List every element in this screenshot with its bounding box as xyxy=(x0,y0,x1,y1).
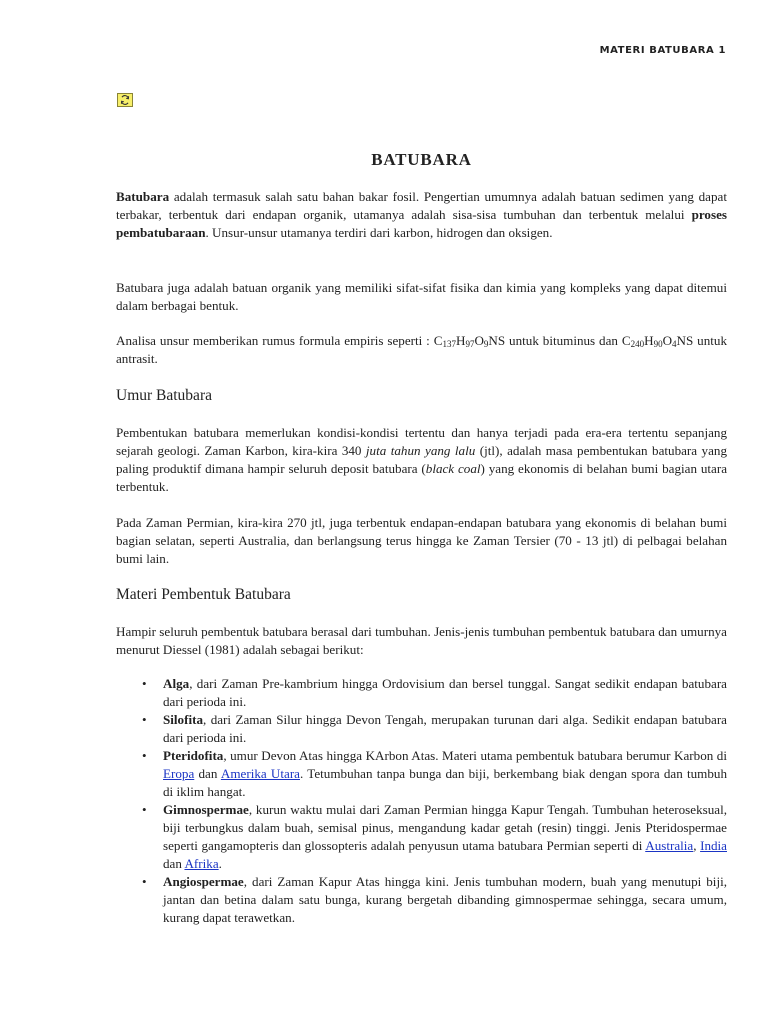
paragraph-formula: Analisa unsur memberikan rumus formula empiris seperti : $C_{137}H_{97}O_9NS$ untuk bituminus dan $C_{240}H_{90}O_4NS$ untuk antrasit. xyxy=(116,333,727,366)
bullet-icon: • xyxy=(142,676,147,691)
paragraph-definition: Batubara adalah termasuk salah satu bahan bakar fosil. Pengertian umumnya adalah batuan sedimen yang dapat terbakar, terbentuk dari endapan organik, utamanya adalah sisa-sisa tumbuhan dan terbentuk melalui proses pembatubaraan. Unsur-unsur utamanya terdiri dari karbon, hidrogen dan oksigen. xyxy=(116,189,727,240)
bullet-icon: • xyxy=(142,748,147,763)
paragraph-carboniferous: Pembentukan batubara memerlukan kondisi-kondisi tertentu dan hanya terjadi pada era-era tertentu sepanjang sejarah geologi. Zaman Karbon, kira-kira 340 juta tahun yang lalu (jtl), adalah masa pembentukan batubara yang paling produktif dimana hampir seluruh deposit batubara (black coal) yang ekonomis di belahan bumi bagian utara terbentuk. xyxy=(116,425,728,494)
list-item-silofita: • Silofita, dari Zaman Silur hingga Devon Tengah, merupakan turunan dari alga. Sedikit endapan batubara dari perioda ini. xyxy=(142,712,727,745)
page-title: BATUBARA xyxy=(371,150,472,169)
link-eropa[interactable]: Eropa xyxy=(163,766,195,781)
list-item-pteridofita: • Pteridofita, umur Devon Atas hingga KArbon Atas. Materi utama pembentuk batubara berumur Karbon di Eropa dan Amerika Utara. Tetumbuhan tanpa bunga dan biji, berkembang biak dengan spora dan tumbuh di iklim hangat. xyxy=(142,748,727,799)
plant-types-list xyxy=(116,675,727,927)
document-refresh-icon[interactable] xyxy=(117,93,133,107)
list-item-gimnospermae: • Gimnospermae, kurun waktu mulai dari Zaman Permian hingga Kapur Tengah. Tumbuhan heteroseksual, biji terbungkus dalam buah, semisal pinus, mengandung kadar getah (resin) tinggi. Jenis Pteridospermae seperti gangamopteris dan glossopteris adalah penyusun utama batubara Permian seperti di Australia, India dan Afrika. xyxy=(142,802,727,871)
term-proses-pembatubaraan: proses pembatubaraan xyxy=(116,207,727,240)
link-australia[interactable]: Australia xyxy=(645,838,694,853)
link-amerika-utara[interactable]: Amerika Utara xyxy=(220,766,300,781)
page-header: MATERI BATUBARA 1 xyxy=(599,45,726,56)
paragraph-organic: Batubara juga adalah batuan organik yang memiliki sifat-sifat fisika dan kimia yang kompleks yang dapat ditemui dalam berbagai bentuk. xyxy=(116,280,727,313)
link-india[interactable]: India xyxy=(700,838,727,853)
bullet-icon: • xyxy=(142,874,147,889)
term-batubara: Batubara xyxy=(116,189,170,204)
list-item-alga: • Alga, dari Zaman Pre-kambrium hingga Ordovisium dan bersel tunggal. Sangat sedikit endapan batubara dari perioda ini. xyxy=(142,676,727,709)
heading-materi-pembentuk: Materi Pembentuk Batubara xyxy=(116,586,291,603)
heading-umur-batubara: Umur Batubara xyxy=(116,387,212,404)
bullet-icon: • xyxy=(142,712,147,727)
bullet-icon: • xyxy=(142,802,147,817)
list-item-angiospermae: • Angiospermae, dari Zaman Kapur Atas hingga kini. Jenis tumbuhan modern, buah yang menutupi biji, jantan dan betina dalam satu bunga, kurang bergetah dibanding gimnospermae sehingga, secara umum, kurang dapat terawetkan. xyxy=(142,874,727,925)
paragraph-plants-intro: Hampir seluruh pembentuk batubara berasal dari tumbuhan. Jenis-jenis tumbuhan pembentuk batubara dan umurnya menurut Diessel (1981) adalah sebagai berikut: xyxy=(116,624,727,657)
link-afrika[interactable]: Afrika xyxy=(184,856,219,871)
paragraph-permian: Pada Zaman Permian, kira-kira 270 jtl, juga terbentuk endapan-endapan batubara yang ekonomis di belahan bumi bagian selatan, seperti Australia, dan berlangsung terus hingga ke Zaman Tersier (70 - 13 jtl) di pelbagai belahan bumi lain. xyxy=(116,515,727,566)
